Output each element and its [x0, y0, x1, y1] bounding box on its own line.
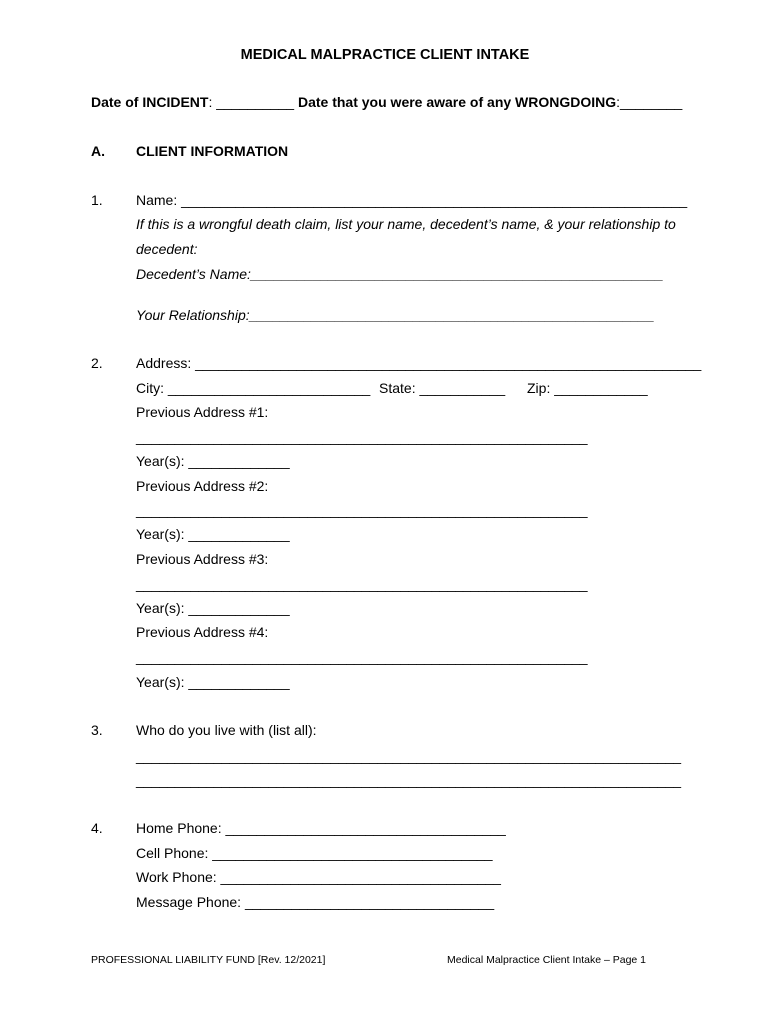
previous-address-3-label: Previous Address #3: — [136, 551, 269, 567]
home-phone-field[interactable]: Home Phone: ____________________________________ — [136, 820, 506, 836]
previous-address-1-years-field[interactable]: Year(s): _____________ — [136, 453, 290, 469]
incident-date-field[interactable]: : __________ — [208, 94, 295, 110]
previous-address-4-years-field[interactable]: Year(s): _____________ — [136, 674, 290, 690]
footer-page-number: Medical Malpractice Client Intake – Page 1 — [447, 954, 647, 966]
footer-left: PROFESSIONAL LIABILITY FUND [Rev. 12/2021] — [91, 954, 326, 966]
aware-date-field[interactable]: :________ — [616, 94, 683, 110]
relationship-field[interactable]: Your Relationship:____________________________________________________ — [136, 307, 655, 323]
question-number: 2. — [91, 355, 103, 371]
live-with-label: Who do you live with (list all): — [136, 722, 317, 738]
dates-row — [91, 94, 682, 111]
live-with-field-2[interactable]: ______________________________________________________________________ — [136, 772, 682, 788]
previous-address-3-field[interactable]: __________________________________________________________ — [136, 576, 588, 592]
incident-date-label: Date of INCIDENT — [91, 94, 209, 110]
zip-field[interactable]: Zip: ____________ — [527, 380, 648, 396]
state-field[interactable]: State: ___________ — [379, 380, 506, 396]
wrongful-death-instruction-cont: decedent: — [136, 241, 198, 257]
question-number: 1. — [91, 192, 103, 208]
question-number: 4. — [91, 820, 103, 836]
previous-address-2-field[interactable]: __________________________________________________________ — [136, 502, 588, 518]
work-phone-field[interactable]: Work Phone: ____________________________________ — [136, 869, 501, 885]
page-title: MEDICAL MALPRACTICE CLIENT INTAKE — [240, 47, 530, 63]
address-field[interactable]: Address: _________________________________________________________________ — [136, 355, 702, 371]
wrongful-death-instruction: If this is a wrongful death claim, list your name, decedent’s name, & your relationship to — [136, 216, 676, 232]
cell-phone-field[interactable]: Cell Phone: ____________________________________ — [136, 845, 493, 861]
live-with-field-1[interactable]: ______________________________________________________________________ — [136, 748, 682, 764]
name-field[interactable]: Name: _________________________________________________________________ — [136, 192, 688, 208]
previous-address-2-years-field[interactable]: Year(s): _____________ — [136, 526, 290, 542]
question-number: 3. — [91, 722, 103, 738]
previous-address-1-field[interactable]: __________________________________________________________ — [136, 429, 588, 445]
previous-address-1-label: Previous Address #1: — [136, 404, 269, 420]
city-field[interactable]: City: __________________________ — [136, 380, 371, 396]
previous-address-4-field[interactable]: __________________________________________________________ — [136, 649, 588, 665]
previous-address-3-years-field[interactable]: Year(s): _____________ — [136, 600, 290, 616]
previous-address-2-label: Previous Address #2: — [136, 478, 269, 494]
message-phone-field[interactable]: Message Phone: ________________________________ — [136, 894, 495, 910]
section-letter: A. — [91, 143, 105, 159]
previous-address-4-label: Previous Address #4: — [136, 624, 269, 640]
aware-date-label: Date that you were aware of any WRONGDOING — [297, 94, 617, 110]
decedent-name-field[interactable]: Decedent’s Name:_____________________________________________________ — [136, 266, 664, 282]
section-heading: CLIENT INFORMATION — [136, 143, 289, 159]
